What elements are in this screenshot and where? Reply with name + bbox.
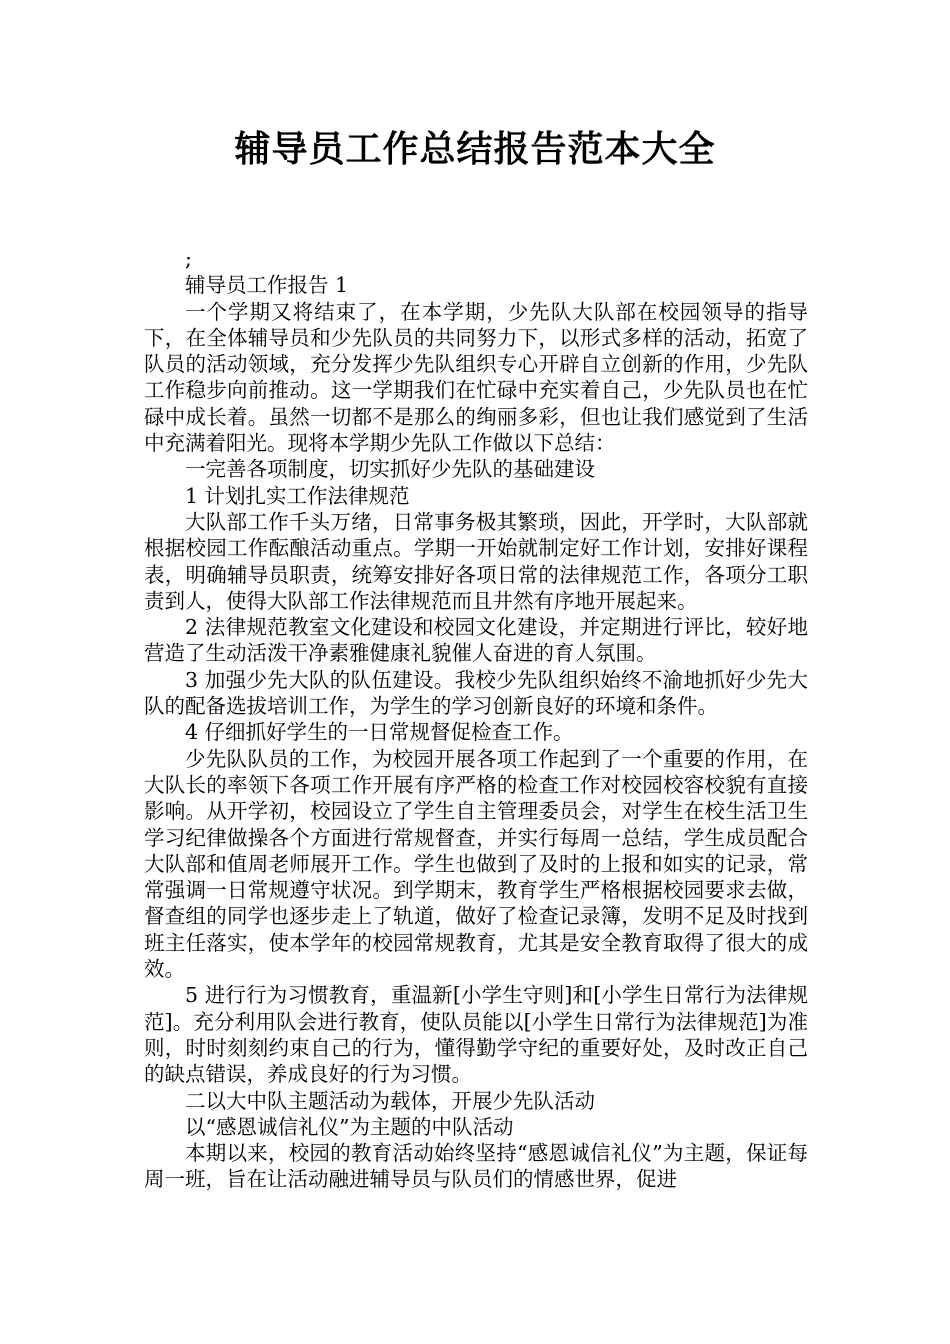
- paragraph: 4 仔细抓好学生的一日常规督促检查工作。: [185, 720, 574, 745]
- paragraph: 5 进行行为习惯教育，重温新[小学生守则]和[小学生日常行为法律规范]。充分利用队会进行教育，使队员能以[小学生日常行为法律规范]为准则，时时刻刻约束自己的行为，懂得勤学守纪的重要好处，及时改正自己的缺点错误，养成良好的行为习惯。: [144, 983, 808, 1087]
- subsection-heading: 1 计划扎实工作法律规范: [185, 483, 410, 508]
- section-heading: 一完善各项制度，切实抓好少先队的基础建设: [185, 457, 595, 482]
- paragraph: 2 法律规范教室文化建设和校园文化建设，并定期进行评比，较好地营造了生动活泼干净素雅健康礼貌催人奋进的育人氛围。: [144, 615, 808, 666]
- paragraph: 大队部工作千头万绪，日常事务极其繁琐，因此，开学时，大队部就根据校园工作酝酿活动重点。学期一开始就制定好工作计划，安排好课程表，明确辅导员职责，统筹安排好各项日常的法律规范工作，各项分工职责到人，使得大队部工作法律规范而且井然有序地开展起来。: [144, 509, 808, 613]
- subsection-heading: 以“感恩诚信礼仪”为主题的中队活动: [185, 1114, 514, 1139]
- paragraph: 3 加强少先大队的队伍建设。我校少先队组织始终不渝地抓好少先大队的配备选拔培训工作，为学生的学习创新良好的环境和条件。: [144, 667, 808, 719]
- section-heading: 二以大中队主题活动为载体，开展少先队活动: [185, 1088, 595, 1113]
- paragraph: 本期以来，校园的教育活动始终坚持“感恩诚信礼仪”为主题，保证每周一班，旨在让活动融进辅导员与队员们的情感世界，促进: [144, 1141, 808, 1192]
- document-body: [144, 246, 808, 1193]
- paragraph: 少先队队员的工作，为校园开展各项工作起到了一个重要的作用，在大队长的率领下各项工作开展有序严格的检查工作对校园校容校貌有直接影响。从开学初，校园设立了学生自主管理委员会，对学生在校生活卫生学习纪律做操各个方面进行常规督查，并实行每周一总结，学生成员配合大队部和值周老师展开工作。学生也做到了及时的上报和如实的记录，常常强调一日常规遵守状况。到学期末，教育学生严格根据校园要求去做，督查组的同学也逐步走上了轨道，做好了检查记录簿，发明不足及时找到班主任落实，使本学年的校园常规教育，尤其是安全教育取得了很大的成效。: [144, 746, 808, 982]
- section-heading: 辅导员工作报告 1: [185, 273, 349, 298]
- paragraph: 一个学期又将结束了，在本学期，少先队大队部在校园领导的指导下，在全体辅导员和少先队员的共同努力下，以形式多样的活动，拓宽了队员的活动领域，充分发挥少先队组织专心开辟自立创新的作用，少先队工作稳步向前推动。这一学期我们在忙碌中充实着自己，少先队员也在忙碌中成长着。虽然一切都不是那么的绚丽多彩，但也让我们感觉到了生活中充满着阳光。现将本学期少先队工作做以下总结：: [144, 299, 808, 456]
- paragraph: ;: [185, 247, 192, 271]
- document-title: 辅导员工作总结报告范本大全: [234, 129, 716, 170]
